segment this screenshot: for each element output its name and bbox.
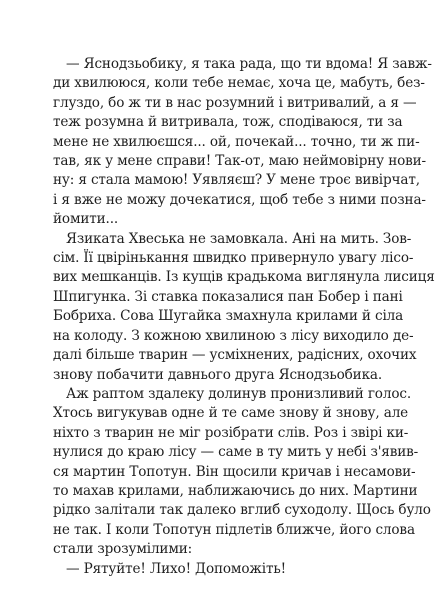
text-line: теж розумна й витривала, тож, сподіваюся, ти за	[53, 114, 403, 131]
text-line: Аж раптом здалеку долинув пронизливий голос.	[66, 385, 411, 402]
paragraph	[53, 560, 384, 579]
text-line: глуздо, бо ж ти в нас розумний і витривалий, а я —	[53, 94, 417, 111]
text-line: ся мартин Топотун. Він щосили кричав і несамови-	[53, 463, 416, 480]
text-line: рідко залітали так далеко вглиб суходолу. Щось було	[53, 502, 431, 519]
paragraph	[53, 385, 431, 560]
text-line: — Рятуйте! Лихо! Допоможіть!	[66, 560, 286, 577]
text-line: ди хвилююся, коли тебе немає, хоча це, мабуть, без-	[53, 75, 425, 92]
text-line: далі більше тварин — усміхнених, радісних, охочих	[53, 347, 417, 364]
text-line: Бобриха. Сова Шугайка змахнула крилами й сіла	[53, 308, 404, 325]
text-line: мене не хвилюєшся... ой, почекай... точно, ти ж пи-	[53, 133, 420, 150]
text-line: нулися до краю лісу — саме в ту мить у небі з'явив-	[53, 444, 419, 461]
text-line: на колоду. З кожною хвилиною з лісу виходило де-	[53, 327, 414, 344]
text-line: Язиката Хвеська не замовкала. Ані на мить. Зов-	[66, 230, 412, 247]
text-line: сім. Її цвірінькання швидко привернуло увагу лісо-	[53, 250, 414, 267]
text-line: Хтось вигукував одне й те саме знову й знову, але	[53, 405, 409, 422]
text-line: — Яснодзьобику, я така рада, що ти вдома! Я завж-	[66, 56, 432, 72]
paragraph	[53, 55, 432, 230]
text-line: тав, як у мене справи! Так-от, маю неймовірну нови-	[53, 153, 427, 170]
text-line: ну: я стала мамою! Уявляєш? У мене троє вивірчат,	[53, 172, 420, 189]
text-line: знову побачити давнього друга Яснодзьобика.	[53, 366, 383, 383]
text-line: ніхто з тварин не міг розібрати слів. Роз і звірі ки-	[53, 424, 409, 441]
text-line: йомити...	[53, 211, 119, 228]
body-text	[53, 55, 435, 579]
text-line: вих мешканців. Із кущів крадькома виглянула лисиця	[53, 269, 435, 286]
text-line: Шпигунка. Зі ставка показалися пан Бобер і пані	[53, 288, 403, 305]
paragraph	[53, 230, 435, 385]
text-line: то махав крилами, наближаючись до них. Мартини	[53, 482, 418, 499]
text-line: стали зрозумілими:	[53, 541, 193, 558]
text-line: не так. І коли Топотун підлетів ближче, його слова	[53, 521, 415, 538]
text-line: і я вже не можу дочекатися, щоб тебе з ними позна-	[53, 191, 426, 208]
